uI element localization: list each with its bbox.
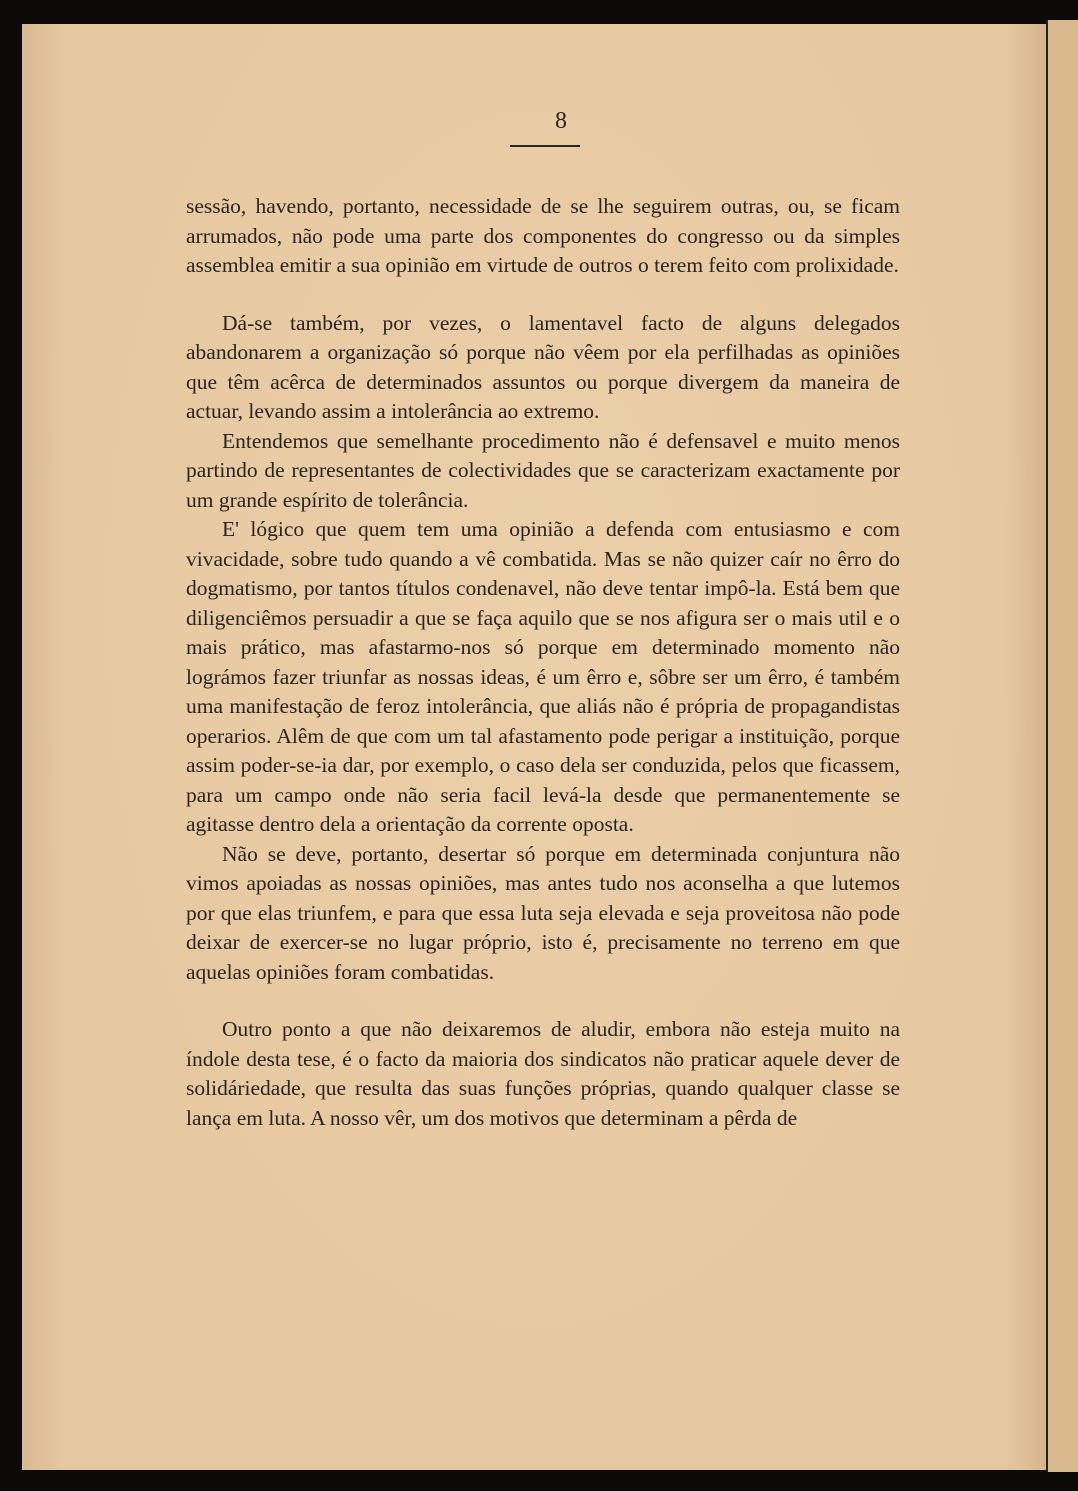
paragraph: Outro ponto a que não deixaremos de aludir, embora não esteja muito na índole desta tese, é o facto da maioria dos sindicatos não praticar aquele dever de solidáriedade, que resulta das suas funções próprias, quando qualquer classe se lança em luta. A nosso vêr, um dos motivos que determinam a pêrda de bbox=[186, 1017, 900, 1130]
paragraph: Não se deve, portanto, desertar só porque em determinada conjuntura não vimos apoiadas as nossas opiniões, mas antes tudo nos aconselha a que lutemos por que elas triunfem, e para que essa luta seja elevada e seja proveitosa não pode deixar de exercer-se no lugar próprio, isto é, precisamente no terreno em que aquelas opiniões foram combatidas. bbox=[186, 841, 900, 984]
paragraph: sessão, havendo, portanto, necessidade de se lhe seguirem outras, ou, se ficam arrumados, não pode uma parte dos componentes do congresso ou da simples assemblea emitir a sua opinião em virtude de outros o terem feito com prolixidade. bbox=[186, 194, 900, 277]
body-text bbox=[186, 192, 900, 1133]
paragraph: Entendemos que semelhante procedimento não é defensavel e muito menos partindo de representantes de colectividades que se caracterizam exactamente por um grande espírito de tolerância. bbox=[186, 428, 900, 512]
paragraph: E' lógico que quem tem uma opinião a defenda com entusiasmo e com vivacidade, sobre tudo quando a vê combatida. Mas se não quizer caír no êrro do dogmatismo, por tantos títulos condenavel, não deve tentar impô-la. Está bem que diligenciêmos persuadir a que se faça aquilo que se nos afigura ser o mais util e o mais prático, mas afastarmo-nos só porque em determinado momento não lográmos fazer triunfar as nossas ideas, é um êrro e, sôbre ser um êrro, é também uma manifestação de feroz intolerância, que aliás não é própria de propagandistas operarios. Alêm de que com um tal afastamento pode perigar a instituição, porque assim poder-se-ia dar, por exemplo, o caso dela ser conduzida, pelos que ficassem, para um campo onde não seria facil levá-la desde que permanentemente se agitasse dentro dela a orientação da corrente oposta. bbox=[186, 517, 900, 836]
page-number-rule bbox=[510, 145, 580, 147]
page-number: 8 bbox=[555, 108, 567, 134]
adjacent-page-edge bbox=[1046, 20, 1078, 1472]
paragraph: Dá-se também, por vezes, o lamentavel facto de alguns delegados abandonarem a organização só porque não vêem por ela perfilhadas as opiniões que têm acêrca de determinados assuntos ou porque divergem da maneira de actuar, levando assim a intolerância ao extremo. bbox=[186, 310, 900, 423]
